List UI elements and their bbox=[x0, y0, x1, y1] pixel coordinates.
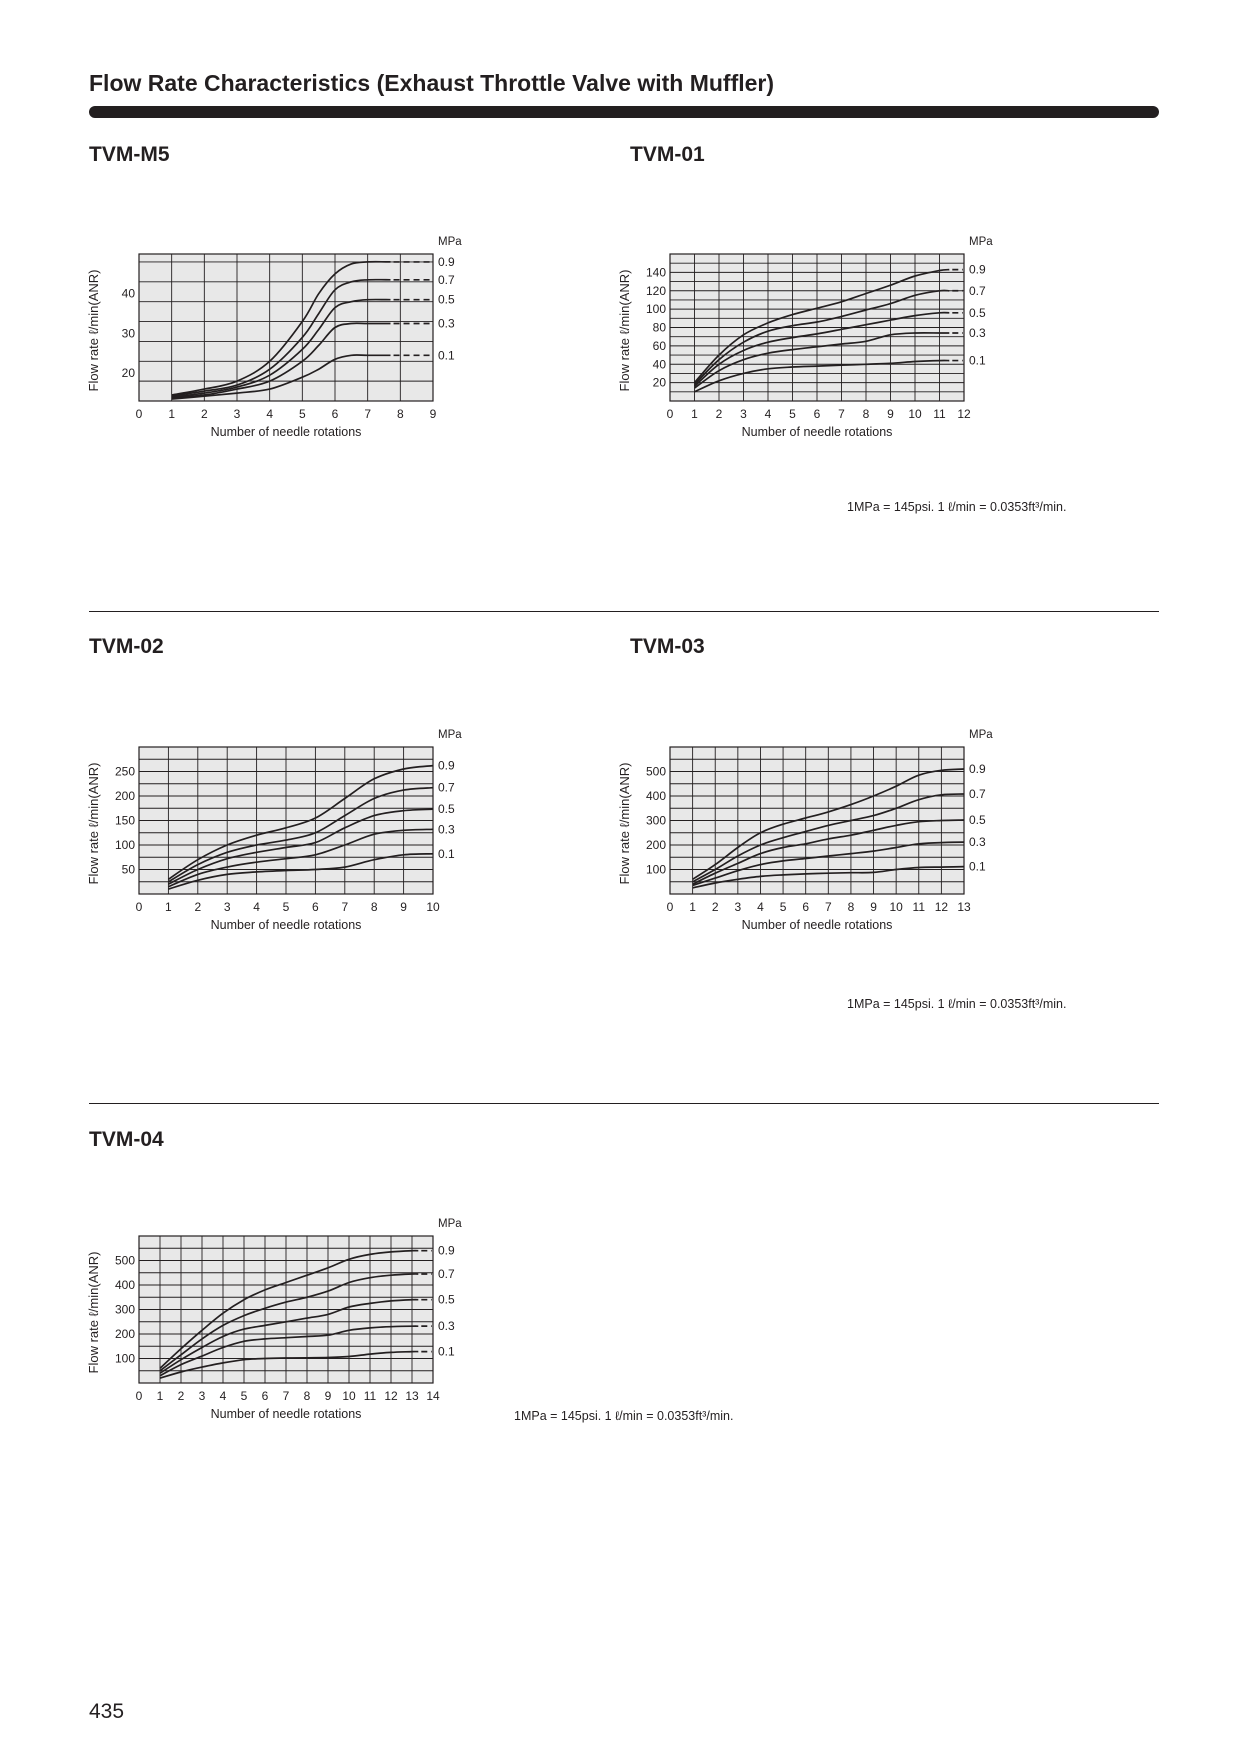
series-label: 0.5 bbox=[438, 292, 455, 307]
series-label: 0.7 bbox=[438, 780, 455, 795]
page-number: 435 bbox=[89, 1700, 125, 1723]
y-tick-label: 200 bbox=[645, 838, 666, 852]
legend-title: MPa bbox=[969, 236, 993, 248]
x-tick-label: 8 bbox=[862, 407, 870, 421]
x-tick-label: 3 bbox=[223, 900, 231, 914]
x-tick-label: 1 bbox=[691, 407, 698, 421]
series-label: 0.7 bbox=[969, 283, 986, 298]
x-tick-label: 8 bbox=[370, 900, 378, 914]
y-tick-label: 100 bbox=[114, 1351, 135, 1366]
x-tick-label: 3 bbox=[734, 900, 742, 914]
y-tick-label: 400 bbox=[645, 789, 666, 803]
x-tick-label: 1 bbox=[689, 900, 696, 914]
x-tick-label: 5 bbox=[789, 407, 796, 421]
y-axis-label: Flow rate ℓ/min(ANR) bbox=[617, 269, 632, 392]
x-axis-label: Number of needle rotations bbox=[210, 1407, 362, 1421]
x-axis-label: Number of needle rotations bbox=[741, 918, 893, 932]
chart-title-tvm-04: TVM-04 bbox=[89, 1128, 164, 1151]
series-label: 0.3 bbox=[438, 1319, 455, 1334]
x-tick-label: 2 bbox=[715, 407, 723, 421]
unit-conversion-note: 1MPa = 145psi. 1 ℓ/min = 0.0353ft³/min. bbox=[514, 1409, 734, 1423]
y-tick-label: 100 bbox=[645, 862, 666, 877]
x-tick-label: 1 bbox=[156, 1389, 164, 1403]
unit-conversion-note: 1MPa = 145psi. 1 ℓ/min = 0.0353ft³/min. bbox=[847, 997, 1067, 1011]
y-tick-label: 200 bbox=[114, 1327, 135, 1341]
x-tick-label: 8 bbox=[303, 1389, 311, 1403]
x-tick-label: 2 bbox=[177, 1389, 185, 1403]
series-label: 0.5 bbox=[969, 813, 986, 828]
x-tick-label: 4 bbox=[757, 900, 764, 914]
y-tick-label: 140 bbox=[645, 265, 666, 280]
legend-title: MPa bbox=[438, 236, 462, 248]
series-label: 0.7 bbox=[438, 1266, 455, 1281]
series-label: 0.9 bbox=[438, 758, 455, 773]
chart-title-tvm-03: TVM-03 bbox=[630, 635, 705, 658]
x-tick-label: 7 bbox=[824, 900, 832, 914]
chart-title-tvm-01: TVM-01 bbox=[630, 143, 705, 166]
legend-title: MPa bbox=[969, 729, 993, 741]
y-tick-label: 400 bbox=[114, 1278, 135, 1292]
x-tick-label: 2 bbox=[200, 407, 208, 421]
x-tick-label: 11 bbox=[912, 900, 926, 914]
x-tick-label: 7 bbox=[838, 407, 845, 421]
y-tick-label: 40 bbox=[652, 357, 666, 372]
x-tick-label: 7 bbox=[341, 900, 349, 914]
legend-title: MPa bbox=[438, 1218, 462, 1230]
series-label: 0.1 bbox=[969, 353, 986, 368]
x-tick-label: 3 bbox=[740, 407, 747, 421]
series-label: 0.9 bbox=[438, 254, 455, 269]
x-tick-label: 1 bbox=[168, 407, 176, 421]
chart-tvm-04 bbox=[86, 1212, 489, 1432]
x-tick-label: 1 bbox=[165, 900, 172, 914]
series-label: 0.3 bbox=[438, 316, 455, 331]
x-tick-label: 3 bbox=[198, 1389, 206, 1403]
y-tick-label: 120 bbox=[645, 283, 666, 298]
series-label: 0.5 bbox=[438, 802, 455, 817]
x-tick-label: 12 bbox=[957, 407, 971, 421]
x-tick-label: 10 bbox=[426, 900, 440, 914]
x-tick-label: 6 bbox=[312, 900, 319, 914]
x-tick-label: 0 bbox=[666, 900, 674, 914]
section-divider bbox=[89, 1103, 1159, 1104]
series-label: 0.1 bbox=[438, 348, 455, 363]
series-label: 0.7 bbox=[969, 787, 986, 802]
y-axis-label: Flow rate ℓ/min(ANR) bbox=[617, 762, 632, 885]
chart-tvm-02 bbox=[86, 723, 489, 943]
series-label: 0.5 bbox=[969, 305, 986, 320]
x-tick-label: 14 bbox=[426, 1389, 440, 1403]
x-tick-label: 4 bbox=[764, 407, 772, 421]
series-label: 0.9 bbox=[969, 762, 986, 777]
y-tick-label: 500 bbox=[114, 1253, 135, 1268]
y-tick-label: 150 bbox=[114, 813, 135, 828]
y-axis-label: Flow rate ℓ/min(ANR) bbox=[86, 762, 101, 885]
x-tick-label: 7 bbox=[282, 1389, 290, 1403]
y-tick-label: 100 bbox=[114, 838, 135, 852]
y-tick-label: 200 bbox=[114, 789, 135, 803]
x-axis-label: Number of needle rotations bbox=[210, 425, 362, 439]
x-tick-label: 9 bbox=[870, 900, 877, 914]
y-tick-label: 60 bbox=[652, 338, 666, 353]
y-tick-label: 20 bbox=[652, 375, 666, 390]
page-title: Flow Rate Characteristics (Exhaust Throttle Valve with Muffler) bbox=[89, 70, 775, 96]
x-tick-label: 7 bbox=[364, 407, 372, 421]
section-divider bbox=[89, 611, 1159, 612]
series-label: 0.3 bbox=[969, 326, 986, 341]
x-tick-label: 11 bbox=[363, 1389, 377, 1403]
chart-tvm-01 bbox=[617, 230, 1020, 450]
y-tick-label: 250 bbox=[114, 764, 135, 779]
x-tick-label: 6 bbox=[261, 1389, 269, 1403]
chart-title-tvm-02: TVM-02 bbox=[89, 635, 164, 658]
unit-conversion-note: 1MPa = 145psi. 1 ℓ/min = 0.0353ft³/min. bbox=[847, 500, 1067, 514]
x-tick-label: 4 bbox=[266, 407, 274, 421]
x-tick-label: 0 bbox=[135, 407, 143, 421]
legend-title: MPa bbox=[438, 729, 462, 741]
x-tick-label: 0 bbox=[135, 900, 143, 914]
x-tick-label: 11 bbox=[933, 407, 946, 421]
series-label: 0.1 bbox=[438, 1344, 455, 1359]
y-tick-label: 300 bbox=[645, 813, 666, 828]
y-tick-label: 40 bbox=[121, 286, 135, 301]
x-tick-label: 4 bbox=[253, 900, 260, 914]
x-tick-label: 9 bbox=[429, 407, 437, 421]
x-tick-label: 10 bbox=[342, 1389, 356, 1403]
series-label: 0.3 bbox=[969, 835, 986, 850]
x-tick-label: 4 bbox=[219, 1389, 227, 1403]
y-tick-label: 500 bbox=[645, 764, 666, 779]
chart-tvm-m5 bbox=[86, 230, 489, 450]
x-tick-label: 13 bbox=[957, 900, 971, 914]
x-tick-label: 12 bbox=[934, 900, 949, 914]
x-axis-label: Number of needle rotations bbox=[210, 918, 362, 932]
x-tick-label: 2 bbox=[194, 900, 202, 914]
x-tick-label: 10 bbox=[908, 407, 922, 421]
series-label: 0.9 bbox=[969, 262, 986, 277]
series-label: 0.7 bbox=[438, 272, 455, 287]
x-tick-label: 5 bbox=[282, 900, 290, 914]
x-tick-label: 0 bbox=[135, 1389, 143, 1403]
x-axis-label: Number of needle rotations bbox=[741, 425, 893, 439]
x-tick-label: 9 bbox=[400, 900, 407, 914]
y-tick-label: 80 bbox=[652, 320, 666, 335]
y-tick-label: 20 bbox=[121, 366, 135, 381]
x-tick-label: 8 bbox=[396, 407, 404, 421]
x-tick-label: 6 bbox=[813, 407, 821, 421]
series-label: 0.1 bbox=[438, 846, 455, 861]
x-tick-label: 9 bbox=[324, 1389, 332, 1403]
x-tick-label: 5 bbox=[298, 407, 306, 421]
x-tick-label: 5 bbox=[240, 1389, 248, 1403]
x-tick-label: 10 bbox=[889, 900, 903, 914]
x-tick-label: 12 bbox=[384, 1389, 398, 1403]
series-label: 0.3 bbox=[438, 822, 455, 837]
y-tick-label: 50 bbox=[121, 862, 135, 877]
y-tick-label: 30 bbox=[121, 326, 135, 341]
x-tick-label: 3 bbox=[233, 407, 241, 421]
x-tick-label: 6 bbox=[802, 900, 810, 914]
x-tick-label: 6 bbox=[331, 407, 339, 421]
x-tick-label: 2 bbox=[711, 900, 719, 914]
series-label: 0.1 bbox=[969, 859, 986, 874]
plot-area bbox=[139, 254, 433, 401]
title-rule bbox=[89, 106, 1159, 118]
chart-tvm-03 bbox=[617, 723, 1020, 943]
y-axis-label: Flow rate ℓ/min(ANR) bbox=[86, 1251, 101, 1374]
series-label: 0.5 bbox=[438, 1292, 455, 1307]
y-tick-label: 300 bbox=[114, 1302, 135, 1317]
x-tick-label: 8 bbox=[847, 900, 855, 914]
x-tick-label: 0 bbox=[666, 407, 674, 421]
x-tick-label: 5 bbox=[779, 900, 787, 914]
y-axis-label: Flow rate ℓ/min(ANR) bbox=[86, 269, 101, 392]
x-tick-label: 9 bbox=[887, 407, 894, 421]
y-tick-label: 100 bbox=[645, 302, 666, 317]
x-tick-label: 13 bbox=[405, 1389, 419, 1403]
series-label: 0.9 bbox=[438, 1243, 455, 1258]
chart-title-tvm-m5: TVM-M5 bbox=[89, 143, 170, 166]
